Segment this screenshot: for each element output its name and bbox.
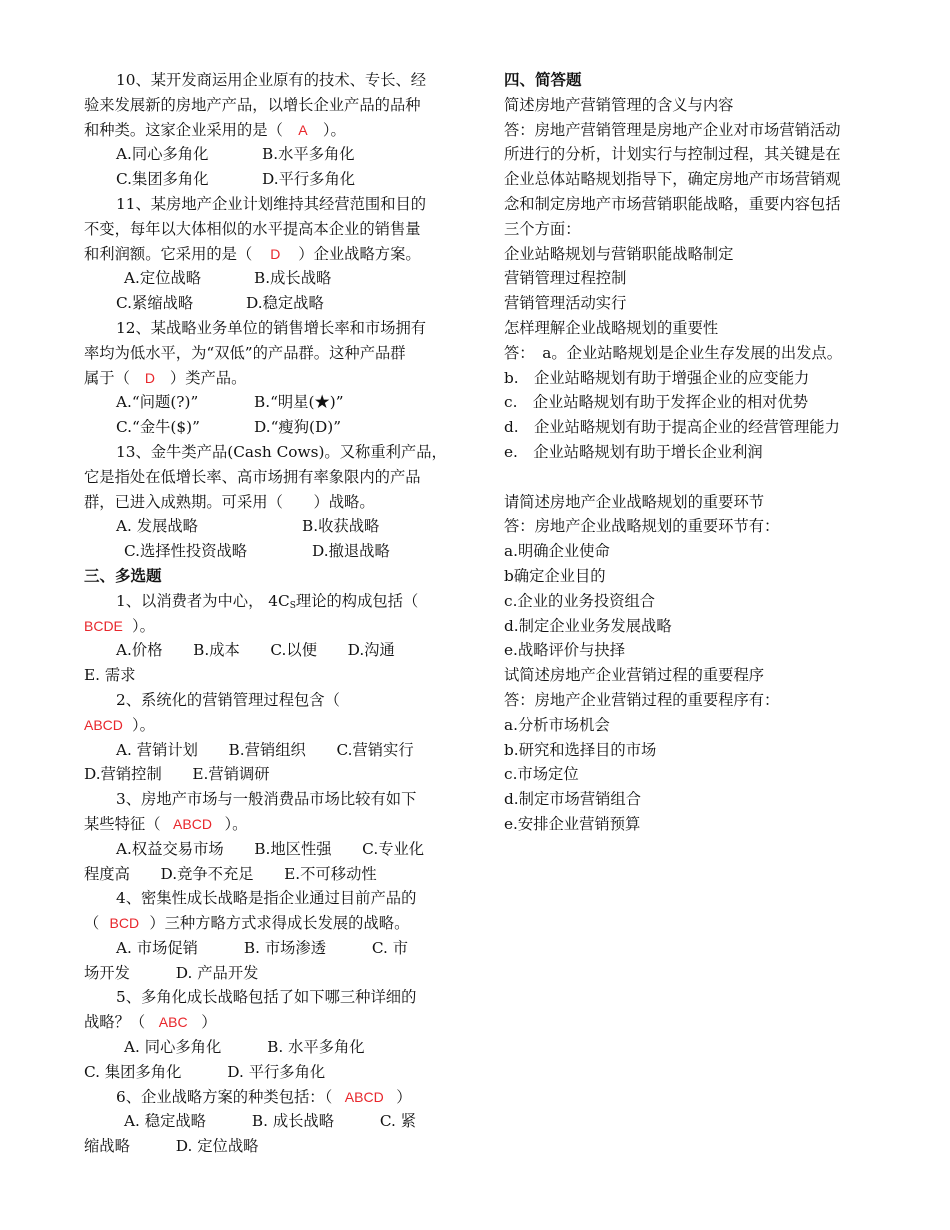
q10-line: 验来发展新的房地产产品，以增长企业产品的品种: [84, 95, 421, 114]
m4-answer: BCD: [109, 915, 140, 932]
answer-line: 答：房地产营销管理是房地产企业对市场营销活动: [504, 120, 841, 139]
m4-options: A. 市场促销 B. 市场渗透 C. 市: [116, 938, 409, 957]
q12-text: ）类产品。: [169, 368, 247, 387]
q11-option-d: D.稳定战略: [246, 294, 324, 313]
q12-line: 率均为低水平，为“双低”的产品群。这种产品群: [84, 343, 406, 362]
m1-text: 1、以消费者为中心， 4C: [116, 591, 290, 610]
q11-line: 不变，每年以大体相似的水平提高本企业的销售量: [84, 219, 421, 238]
q10-option-a: A.同心多角化: [116, 145, 209, 164]
answer-line: 试简述房地产企业营销过程的重要程序: [504, 666, 765, 685]
section-heading: 三、多选题: [84, 566, 162, 585]
q12-options: [84, 415, 446, 440]
m2-line: 2、系统化的营销管理过程包含（: [116, 690, 340, 709]
q12-option-c: C.“金牛($)”: [116, 418, 200, 437]
m1-text: 理论的构成包括（: [295, 591, 419, 610]
answer-line: 三个方面：: [504, 219, 581, 238]
m1-options: A.价格 B.成本 C.以便 D.沟通: [116, 641, 395, 660]
m4-text: （: [84, 914, 100, 933]
answer-line: 企业站略规划与营销职能战略制定: [504, 244, 734, 263]
q10-options: [84, 142, 446, 167]
spacer: [504, 465, 874, 490]
m4-options: 场开发 D. 产品开发: [84, 963, 259, 982]
m5-answer: ABC: [158, 1014, 188, 1031]
right-column: [504, 68, 874, 837]
q10-text: 和种类。这家企业采用的是（: [84, 120, 283, 139]
answer-line: a.分析市场机会: [504, 715, 610, 734]
m6-line: [84, 1085, 446, 1110]
answer-line: 企业总体站略规划指导下，确定房地产市场营销观: [504, 170, 841, 189]
q10-option-b: B.水平多角化: [262, 145, 355, 164]
q10-line: [84, 118, 446, 143]
m2-text: ）。: [132, 715, 155, 734]
answer-line: b确定企业目的: [504, 566, 606, 585]
m2-options: A. 营销计划 B.营销组织 C.营销实行: [116, 740, 414, 759]
section-heading: 四、简答题: [504, 71, 582, 89]
m6-text: 6、企业战略方案的种类包括：（: [116, 1087, 333, 1106]
answer-line: d.制定市场营销组合: [504, 790, 642, 809]
answer-line: 念和制定房地产市场营销职能战略，重要内容包括: [504, 194, 841, 213]
answer-line: b. 企业站略规划有助于增强企业的应变能力: [504, 368, 810, 387]
answer-line: 营销管理活动实行: [504, 294, 627, 313]
m2-line: [84, 713, 446, 738]
m1-answer: BCDE: [84, 617, 123, 634]
m6-options: 缩战略 D. 定位战略: [84, 1137, 259, 1156]
q11-line: [84, 242, 446, 267]
m5-line: 5、多角化成长战略包括了如下哪三种详细的: [116, 988, 417, 1007]
q13-options: [84, 539, 446, 564]
m4-line: 4、密集性成长战略是指企业通过目前产品的: [116, 889, 417, 908]
answer-line: 简述房地产营销管理的含义与内容: [504, 95, 734, 114]
m3-line: 3、房地产市场与一般消费品市场比较有如下: [116, 790, 417, 809]
q10-option-c: C.集团多角化: [116, 170, 209, 189]
answer-line: 答：房地产企业营销过程的重要程序有：: [504, 690, 780, 709]
q11-answer: D: [270, 245, 281, 262]
answer-block: [504, 93, 874, 465]
q13-line: 13、金牛类产品(Cash Cows)。又称重利产品，: [116, 442, 447, 461]
m5-options: C. 集团多角化 D. 平行多角化: [84, 1062, 326, 1081]
q12-text: 属于（: [84, 368, 130, 387]
answer-line: a.明确企业使命: [504, 542, 610, 561]
q11-line: 11、某房地产企业计划维持其经营范围和目的: [116, 194, 427, 213]
m5-options: A. 同心多角化 B. 水平多角化: [124, 1038, 365, 1057]
answer-line: c. 企业站略规划有助于发挥企业的相对优势: [504, 393, 809, 412]
answer-line: e. 企业站略规划有助于增长企业利润: [504, 442, 763, 461]
q13-option-d: D.撤退战略: [312, 542, 390, 561]
m1-options: E. 需求: [84, 666, 136, 685]
q11-text: ）企业战略方案。: [298, 244, 421, 263]
q11-text: 和利润额。它采用的是（: [84, 244, 253, 263]
m2-answer: ABCD: [84, 716, 123, 733]
q13-option-a: A. 发展战略: [116, 517, 198, 536]
m1-line: [84, 614, 446, 639]
q12-option-a: A.“问题(?)”: [116, 393, 199, 412]
q12-line: [84, 366, 446, 391]
m6-options: A. 稳定战略 B. 成长战略 C. 紧: [124, 1112, 417, 1131]
m1-text: ）。: [132, 616, 155, 635]
q12-options: [84, 390, 446, 415]
q13-option-c: C.选择性投资战略: [124, 542, 248, 561]
q11-options: [84, 291, 446, 316]
answer-line: c.企业的业务投资组合: [504, 591, 656, 610]
q10-text: ）。: [322, 120, 346, 139]
answer-line: e.战略评价与抉择: [504, 641, 625, 660]
answer-line: 答：房地产企业战略规划的重要环节有：: [504, 517, 780, 536]
m1-line: [84, 589, 446, 614]
m5-text: 战略？（: [84, 1013, 146, 1032]
m1-subscript: S: [289, 600, 296, 611]
m5-text: ）: [201, 1013, 217, 1032]
q11-option-b: B.成长战略: [254, 269, 332, 288]
q13-option-b: B.收获战略: [302, 517, 380, 536]
q11-options: [84, 266, 446, 291]
m6-answer: ABCD: [344, 1088, 384, 1105]
m3-text: 某些特征（: [84, 814, 161, 833]
q10-option-d: D.平行多角化: [262, 170, 356, 189]
answer-line: c.市场定位: [504, 765, 579, 784]
answer-line: 请简述房地产企业战略规划的重要环节: [504, 492, 765, 511]
answer-line: 营销管理过程控制: [504, 269, 627, 288]
q12-option-d: D.“瘦狗(D)”: [254, 418, 342, 437]
answer-line: 答： a。企业站略规划是企业生存发展的出发点。: [504, 343, 843, 362]
answer-line: d.制定企业业务发展战略: [504, 616, 672, 635]
answer-block: [504, 490, 874, 837]
m4-text: ）三种方略方式求得成长发展的战略。: [149, 914, 410, 933]
m2-options: D.营销控制 E.营销调研: [84, 765, 270, 784]
q13-line: 它是指处在低增长率、高市场拥有率象限内的产品: [84, 467, 421, 486]
q12-option-b: B.“明星(★)”: [254, 393, 344, 412]
answer-line: 所进行的分析，计划实行与控制过程，其关键是在: [504, 145, 841, 164]
left-column: [84, 68, 446, 1159]
answer-line: 怎样理解企业战略规划的重要性: [504, 318, 719, 337]
q10-line: 10、某开发商运用企业原有的技术、专长、经: [116, 71, 427, 89]
q13-line: 群，已进入成熟期。可采用（ ）战略。: [84, 492, 375, 511]
m6-text: ）: [396, 1087, 412, 1106]
m3-answer: ABCD: [173, 815, 212, 832]
m3-text: ）。: [224, 814, 248, 833]
q12-answer: D: [144, 369, 155, 386]
answer-line: d. 企业站略规划有助于提高企业的经营管理能力: [504, 418, 840, 437]
m3-line: [84, 812, 446, 837]
m5-line: [84, 1010, 446, 1035]
q10-options: [84, 167, 446, 192]
q13-options: [84, 514, 446, 539]
answer-line: b.研究和选择目的市场: [504, 740, 657, 759]
q11-option-c: C.紧缩战略: [116, 294, 194, 313]
q10-answer: A: [298, 121, 308, 138]
answer-line: e.安排企业营销预算: [504, 814, 641, 833]
m3-options: 程度高 D.竞争不充足 E.不可移动性: [84, 864, 377, 883]
q12-line: 12、某战略业务单位的销售增长率和市场拥有: [116, 318, 427, 337]
m3-options: A.权益交易市场 B.地区性强 C.专业化: [116, 839, 425, 858]
m4-line: [84, 911, 446, 936]
q11-option-a: A.定位战略: [124, 269, 202, 288]
